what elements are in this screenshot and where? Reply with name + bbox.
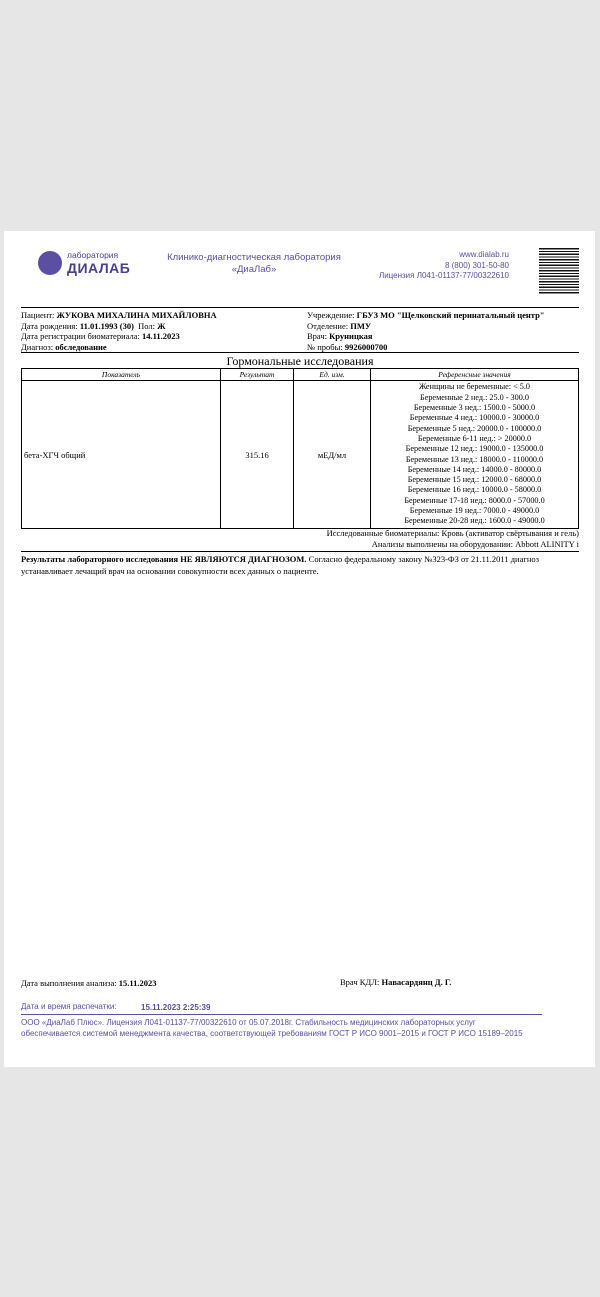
header-result: Результат <box>221 369 294 381</box>
phone-number: 8 (800) 301-50-80 <box>444 260 509 270</box>
results-table <box>21 368 579 529</box>
reference-cell <box>371 381 579 529</box>
website-link[interactable]: www.dialab.ru <box>459 250 509 259</box>
kdl-doctor-row: Врач КДЛ: Навасардянц Д. Г. <box>340 977 452 987</box>
section-title: Гормональные исследования <box>226 354 374 368</box>
disclaimer-bold: Результаты лабораторного исследования НЕ ЯВЛЯЮТСЯ ДИАГНОЗОМ. <box>21 554 307 564</box>
footer-line2: обеспечивается системой менеджмента качества, соответствующей требованиям ГОСТ Р ИСО 9001–2015 и ГОСТ Р ИСО 15189–2015 <box>21 1029 523 1038</box>
lab-name-line2: «ДиаЛаб» <box>231 264 277 275</box>
info-divider <box>21 352 579 353</box>
lab-name <box>154 252 354 276</box>
lab-contacts <box>354 250 509 282</box>
logo-subtitle: лаборатория <box>67 250 119 260</box>
logo-title: ДИАЛАБ <box>67 260 131 276</box>
reference-line: Беременные 19 нед.: 7000.0 - 49000.0 <box>409 505 540 515</box>
reference-line: Беременные 3 нед.: 1500.0 - 5000.0 <box>413 403 536 413</box>
footer-divider <box>21 1014 542 1015</box>
registration-date: 14.11.2023 <box>141 331 180 341</box>
reference-line: Беременные 16 нед.: 10000.0 - 58000.0 <box>407 485 542 495</box>
lab-report-page <box>4 231 595 1067</box>
footer-line1: ООО «ДиаЛаб Плюс». Лицензия Л041-01137-77/00322610 от 05.07.2018г. Стабильность медицинских лабораторных услуг <box>21 1018 476 1027</box>
diagnosis-row: Диагноз: обследование <box>21 341 107 352</box>
reference-line: Беременные 12 нед.: 19000.0 - 135000.0 <box>405 444 544 454</box>
registration-row: Дата регистрации биоматериала: 14.11.2023 <box>21 331 180 341</box>
patient-dob-row: Дата рождения: 11.01.1993 (30) Пол: Ж <box>21 320 166 331</box>
indicator-cell: бета-ХГЧ общий <box>22 381 221 529</box>
footer <box>21 1017 561 1039</box>
department: ПМУ <box>350 320 372 331</box>
patient-info-right <box>307 310 545 352</box>
patient-sex: Ж <box>157 320 166 331</box>
disclaimer <box>21 554 581 577</box>
patient-info-left <box>21 310 217 352</box>
reference-line: Беременные 15 нед.: 12000.0 - 68000.0 <box>407 475 542 485</box>
reference-line: Беременные 17-18 нед.: 8000.0 - 57000.0 <box>404 495 545 505</box>
notes-divider <box>21 551 579 552</box>
barcode-icon <box>539 248 579 294</box>
lab-name-line1: Клинико-диагностическая лаборатория <box>167 252 341 263</box>
table-header-row <box>22 369 579 381</box>
analysis-date-row: Дата выполнения анализа: 15.11.2023 <box>21 978 157 988</box>
sample-row: № пробы: 9926000700 <box>307 341 388 352</box>
reference-line: Беременные 6-11 нед.: > 20000.0 <box>417 433 532 443</box>
analysis-date: 15.11.2023 <box>118 978 157 988</box>
reference-line: Женщины не беременные: < 5.0 <box>419 382 530 392</box>
reference-line: Беременные 4 нед.: 10000.0 - 30000.0 <box>409 413 540 423</box>
reference-line: Беременные 13 нед.: 18000.0 - 110000.0 <box>405 454 544 464</box>
print-datetime-label: Дата и время распечатки: <box>21 1002 117 1011</box>
header-unit: Ед. изм. <box>294 369 371 381</box>
dialab-logo-icon <box>38 251 62 275</box>
doctor-row: Врач: Круницкая <box>307 331 373 341</box>
reference-line: Беременные 14 нед.: 14000.0 - 80000.0 <box>407 464 542 474</box>
table-row <box>22 381 579 529</box>
reference-line: Беременные 2 нед.: 25.0 - 300.0 <box>420 392 529 402</box>
analysis-notes <box>21 528 579 549</box>
patient-name: ЖУКОВА МИХАЛИНА МИХАЙЛОВНА <box>56 310 217 320</box>
patient-dob: 11.01.1993 (30) <box>79 320 134 331</box>
disclaimer-text: Согласно федеральному закону №323-ФЗ от 21.11.2011 диагноз устанавливает лечащий врач на основании совокупности всех данных о пациенте. <box>21 554 540 576</box>
reference-line: Беременные 20-28 нед.: 1600.0 - 49000.0 <box>404 516 545 526</box>
header-indicator: Показатель <box>22 369 221 381</box>
result-cell: 315.16 <box>221 381 294 529</box>
license-text: Лицензия Л041-01137-77/00322610 <box>378 271 509 280</box>
diagnosis: обследование <box>55 341 107 352</box>
reference-line: Беременные 5 нед.: 20000.0 - 100000.0 <box>407 423 542 433</box>
biomaterial-note: Исследованные биоматериалы: Кровь (активатор свёртывания и гель) <box>326 528 579 538</box>
patient-name-row: Пациент: ЖУКОВА МИХАЛИНА МИХАЙЛОВНА <box>21 310 217 320</box>
institution-row: Учреждение: ГБУЗ МО "Щелковский перинатальный центр" <box>307 310 545 320</box>
doctor: Круницкая <box>329 331 373 341</box>
department-row: Отделение: ПМУ <box>307 320 372 331</box>
kdl-doctor: Навасардянц Д. Г. <box>381 977 452 987</box>
unit-cell: мЕД/мл <box>294 381 371 529</box>
header-reference: Референсные значения <box>371 369 579 381</box>
print-datetime: 15.11.2023 2:25:39 <box>141 1003 211 1012</box>
sample-number: 9926000700 <box>344 341 388 352</box>
header-divider <box>21 307 579 308</box>
institution: ГБУЗ МО "Щелковский перинатальный центр" <box>356 310 545 320</box>
equipment-note: Анализы выполнены на оборудовании: Abbott ALINITY i <box>371 538 579 549</box>
